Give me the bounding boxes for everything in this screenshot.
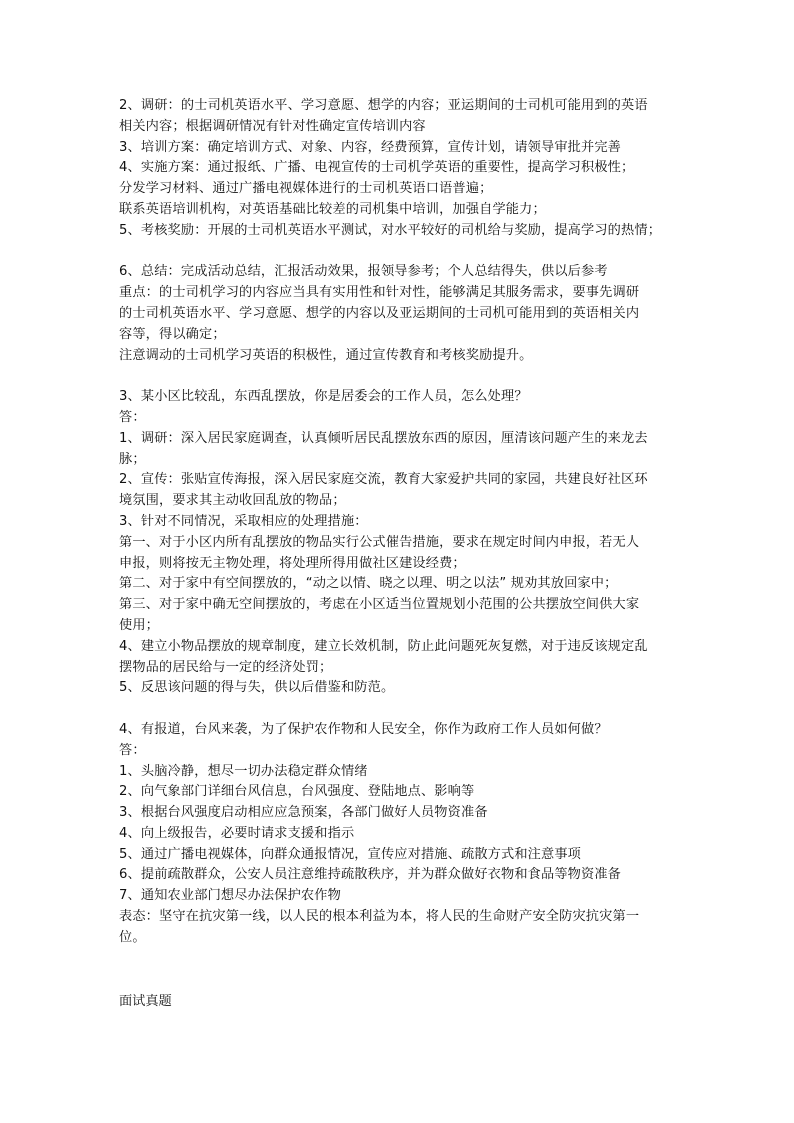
text-line: 重点：的士司机学习的内容应当具有实用性和针对性，能够满足其服务需求，要事先调研	[119, 285, 640, 301]
text-line: 4、建立小物品摆放的规章制度，建立长效机制，防止此问题死灰复燃，对于违反该规定乱	[119, 638, 648, 654]
text-line: 4、向上级报告，必要时请求支援和指示	[119, 825, 355, 841]
text-line: 相关内容；根据调研情况有针对性确定宣传培训内容	[119, 118, 426, 134]
text-line: 4、实施方案：通过报纸、广播、电视宣传的士司机学英语的重要性，提高学习积极性；	[119, 160, 635, 176]
text-line: 申报，则将按无主物处理，将处理所得用做社区建设经费；	[119, 555, 466, 571]
text-line: 6、总结：完成活动总结，汇报活动效果，报领导参考；个人总结得失，供以后参考	[119, 264, 608, 280]
text-line: 5、通过广播电视媒体，向群众通报情况，宣传应对措施、疏散方式和注意事项	[119, 846, 582, 862]
blank-line	[119, 242, 699, 263]
text-line: 7、通知农业部门想尽办法保护农作物	[119, 888, 341, 904]
text-line: 2、向气象部门详细台风信息，台风强度、登陆地点、影响等	[119, 784, 475, 800]
text-line: 第二、对于家中有空间摆放的，“动之以情、晓之以理、明之以法” 规劝其放回家中；	[119, 576, 618, 592]
text-line: 注意调动的士司机学习英语的积极性，通过宣传教育和考核奖励提升。	[119, 347, 533, 363]
text-line: 1、调研：深入居民家庭调查，认真倾听居民乱摆放东西的原因，厘清该问题产生的来龙去	[119, 430, 648, 446]
text-line: 分发学习材料、通过广播电视媒体进行的士司机英语口语普遍；	[119, 181, 493, 197]
text-line: 第三、对于家中确无空间摆放的，考虑在小区适当位置规划小范围的公共摆放空间供大家	[119, 597, 640, 613]
text-line: 容等，得以确定；	[119, 326, 226, 342]
text-line: 的士司机英语水平、学习意愿、想学的内容以及亚运期间的士司机可能用到的英语相关内	[119, 305, 640, 321]
text-line: 脉；	[119, 451, 146, 467]
text-line: 1、头脑冷静，想尽一切办法稳定群众情绪	[119, 763, 368, 779]
text-line: 使用；	[119, 617, 160, 633]
text-line: 2、宣传：张贴宣传海报，深入居民家庭交流，教育大家爱护共同的家园，共建良好社区环	[119, 472, 648, 488]
text-line: 第一、对于小区内所有乱摆放的物品实行公式催告措施，要求在规定时间内申报，若无人	[119, 534, 640, 550]
text-line: 摆物品的居民给与一定的经济处罚；	[119, 659, 333, 675]
text-line: 联系英语培训机构，对英语基础比较差的司机集中培训，加强自学能力；	[119, 201, 546, 217]
text-line: 4、有报道，台风来袭，为了保护农作物和人民安全，你作为政府工作人员如何做？	[119, 721, 608, 737]
text-line: 3、某小区比较乱，东西乱摆放，你是居委会的工作人员，怎么处理？	[119, 389, 528, 405]
text-line: 表态：坚守在抗灾第一线，以人民的根本利益为本，将人民的生命财产安全防灾抗灾第一	[119, 909, 640, 925]
document-body	[119, 96, 699, 949]
text-line: 5、考核奖励：开展的士司机英语水平测试，对水平较好的司机给与奖励，提高学习的热情；	[119, 222, 662, 238]
blank-line	[119, 699, 699, 720]
text-line: 3、针对不同情况，采取相应的处理措施：	[119, 513, 368, 529]
section-title: 面试真题	[119, 994, 172, 1009]
text-line: 3、根据台风强度启动相应应急预案，各部门做好人员物资准备	[119, 805, 488, 821]
text-line: 3、培训方案：确定培训方式、对象、内容，经费预算，宣传计划，请领导审批并完善	[119, 139, 622, 155]
text-line: 6、提前疏散群众，公安人员注意维持疏散秩序，并为群众做好衣物和食品等物资准备	[119, 867, 622, 883]
text-line: 位。	[119, 929, 146, 945]
blank-line	[119, 366, 699, 387]
text-line: 5、反思该问题的得与失，供以后借鉴和防范。	[119, 680, 395, 696]
text-line: 答：	[119, 742, 146, 758]
text-line: 答：	[119, 409, 146, 425]
text-line: 2、调研：的士司机英语水平、学习意愿、想学的内容；亚运期间的士司机可能用到的英语	[119, 98, 648, 113]
text-line: 境氛围，要求其主动收回乱放的物品；	[119, 493, 346, 509]
